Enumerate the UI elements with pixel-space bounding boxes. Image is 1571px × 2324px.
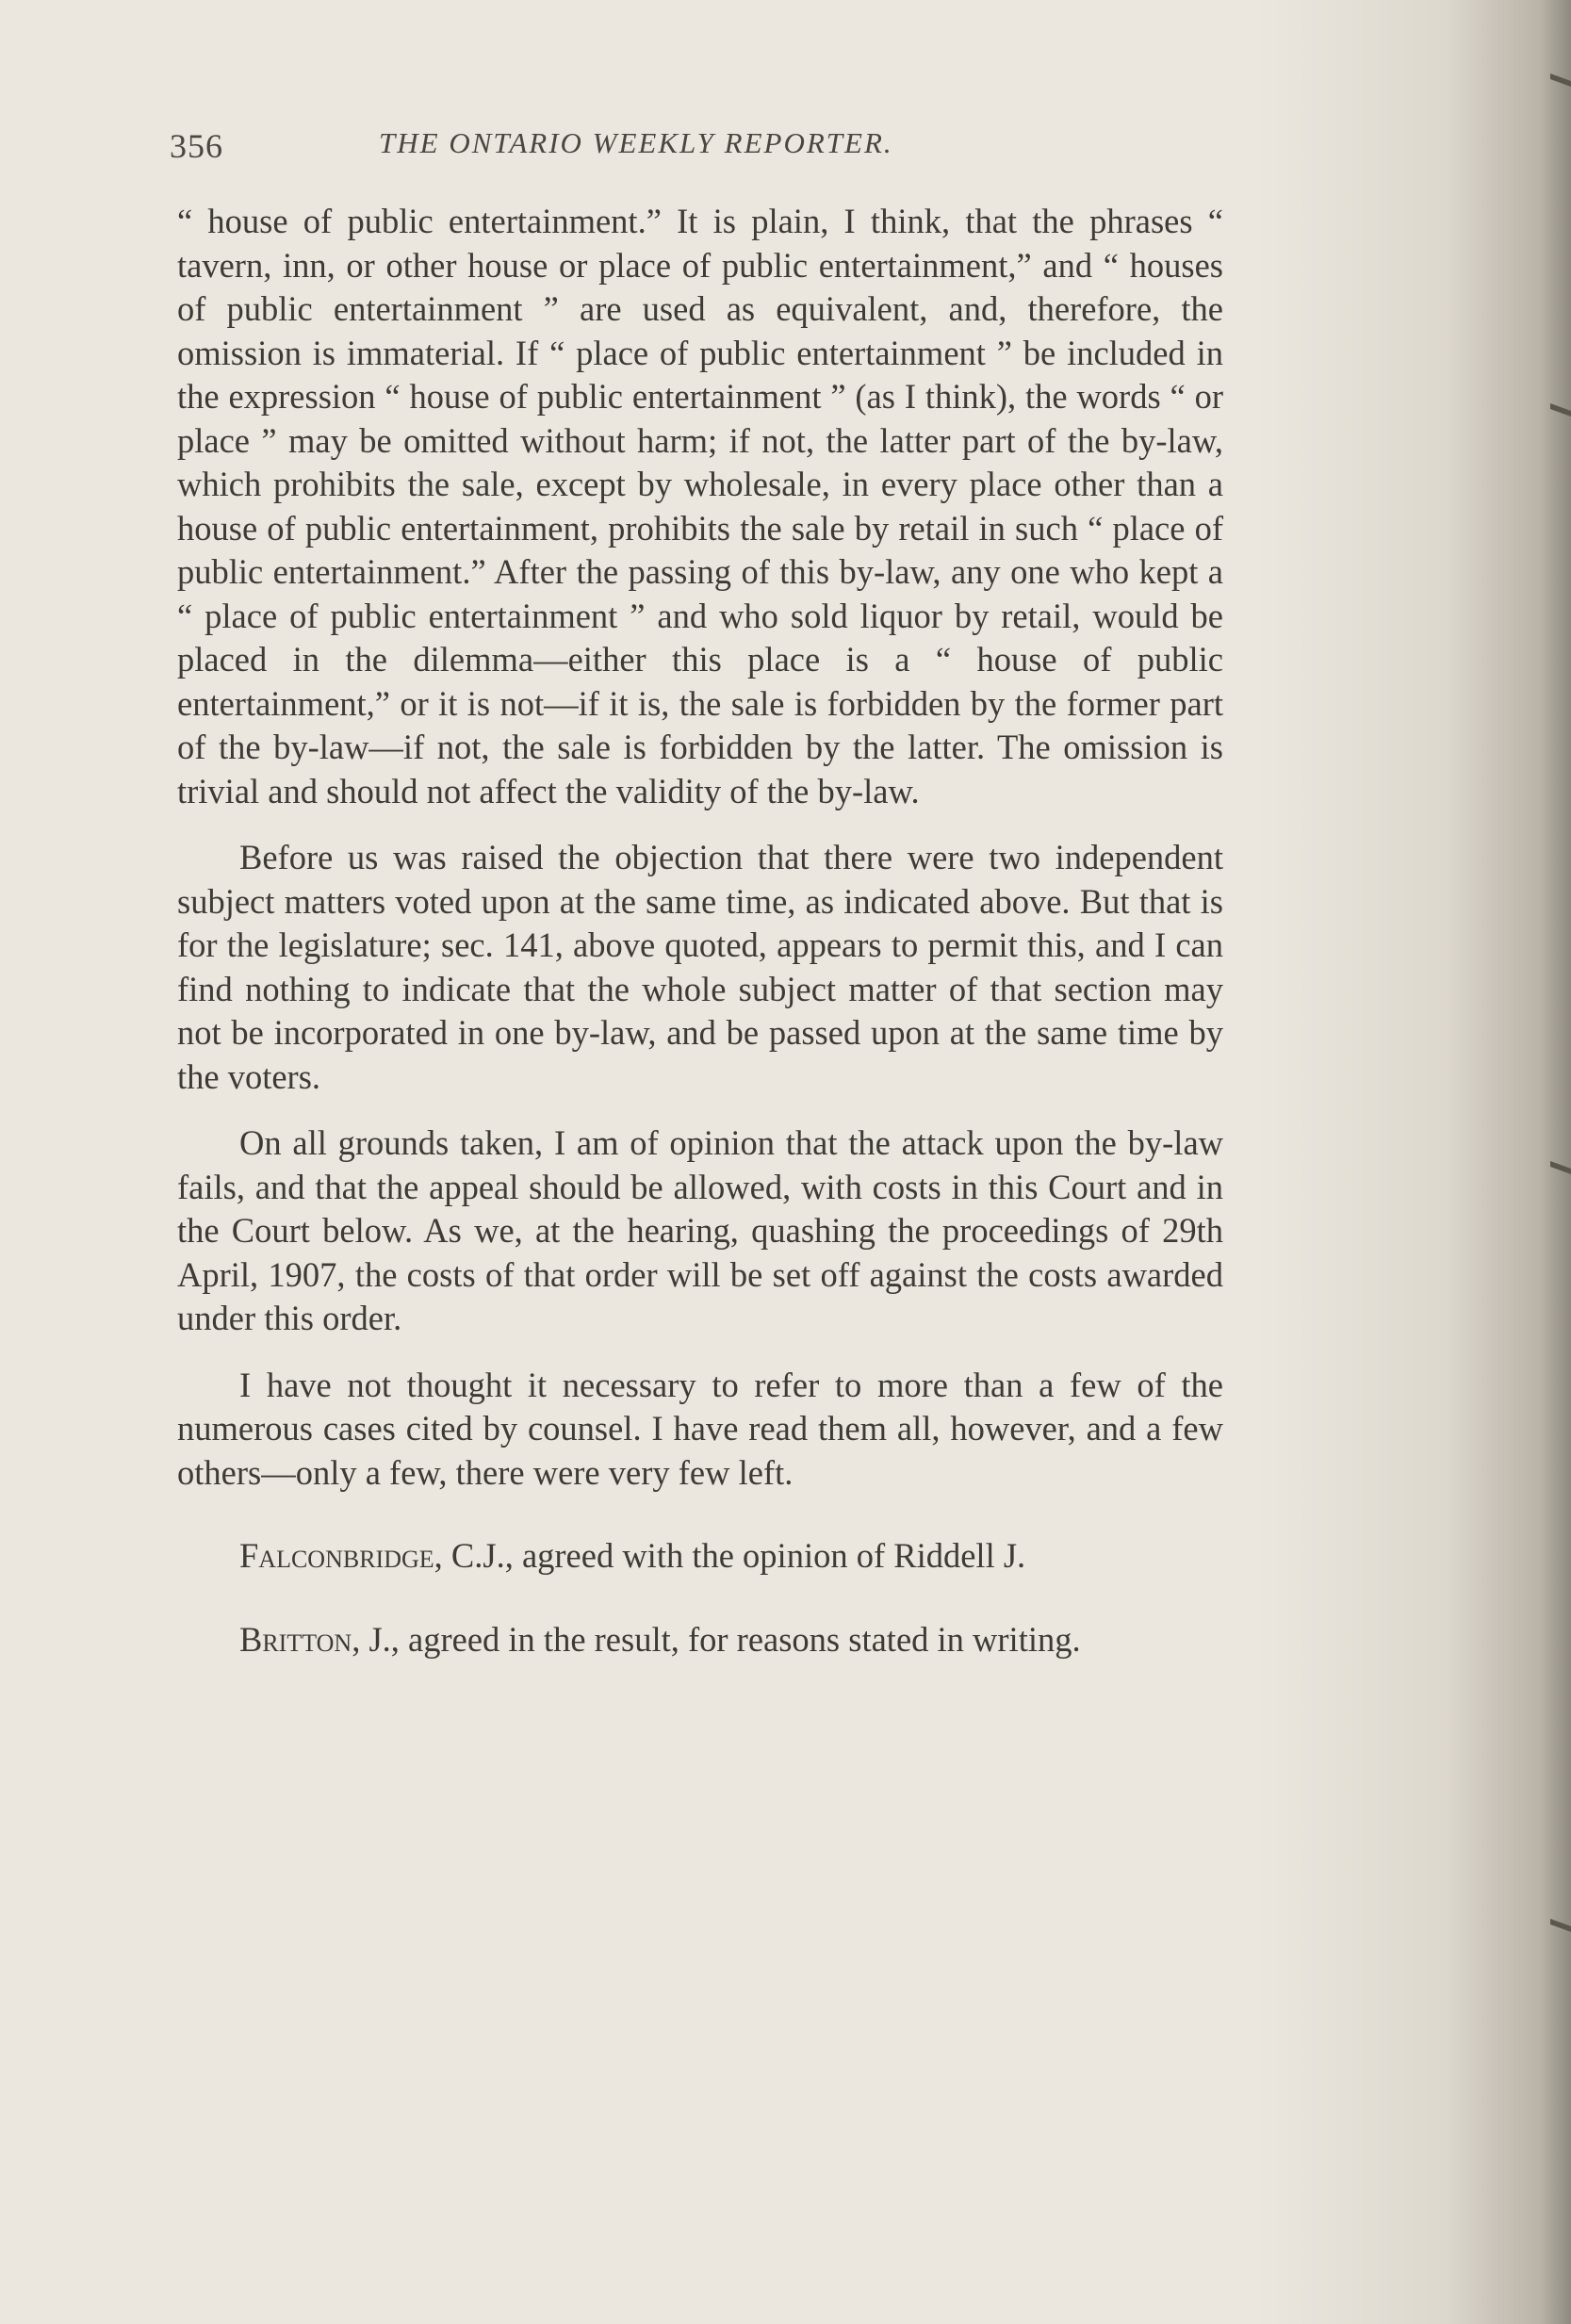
- page-edge-mark: [1550, 74, 1571, 87]
- page-header: [170, 126, 1244, 173]
- judge-name: Britton: [239, 1619, 352, 1659]
- page-edge-mark: [1550, 1161, 1571, 1174]
- opinion-text: , C.J., agreed with the opinion of Riddell J.: [434, 1536, 1026, 1575]
- opinion-britton: [177, 1618, 1223, 1662]
- page-edge-mark: [1550, 403, 1571, 417]
- running-head: THE ONTARIO WEEKLY REPORTER.: [379, 126, 893, 159]
- paragraph-conclusion: On all grounds taken, I am of opinion that the attack upon the by-law fails, and that the appeal should be allowed, with costs in this Court and in the Court below. As we, at the hearing, quashing the proceedings of 29th April, 1907, the costs of that order will be set off against the costs awarded under this order.: [177, 1123, 1223, 1337]
- judge-name: Falconbridge: [239, 1536, 434, 1575]
- body-text: [177, 200, 1223, 1661]
- paragraph-objection: Before us was raised the objection that there were two independent subject matters voted upon at the same time, as indicated above. But that is for the legislature; sec. 141, above quoted, appears to permit this, and I can find nothing to indicate that the whole subject matter of that section may not be incorporated in one by-law, and be passed upon at the same time by the voters.: [177, 838, 1223, 1096]
- page-edge-mark: [1550, 1919, 1571, 1932]
- page-number: 356: [170, 127, 223, 165]
- paragraph-continuation: “ house of public entertainment.” It is plain, I think, that the phrases “ tavern, inn, or other house or place of public entertainment,” and “ houses of public entertainment ” are used as equivalent, and, therefore, the omission is immaterial. If “ place of public entertainment ” be included in the expression “ house of public entertainment ” (as I think), the words “ or place ” may be omitted without harm; if not, the latter part of the by-law, which prohibits the sale, except by wholesale, in every place other than a house of public entertainment, prohibits the sale by retail in such “ place of public entertainment.” After the passing of this by-law, any one who kept a “ place of public entertainment ” and who sold liquor by retail, would be placed in the dilemma—either this place is a “ house of public entertainment,” or it is not—if it is, the sale is forbidden by the former part of the by-law—if not, the sale is forbidden by the latter. The omission is trivial and should not affect the validity of the by-law.: [177, 202, 1223, 810]
- opinion-text: , J., agreed in the result, for reasons stated in writing.: [352, 1619, 1081, 1659]
- paragraph-cases: I have not thought it necessary to refer to more than a few of the numerous cases cited by counsel. I have read them all, however, and a few others—only a few, there were very few left.: [177, 1365, 1223, 1492]
- opinion-falconbridge: [177, 1534, 1223, 1579]
